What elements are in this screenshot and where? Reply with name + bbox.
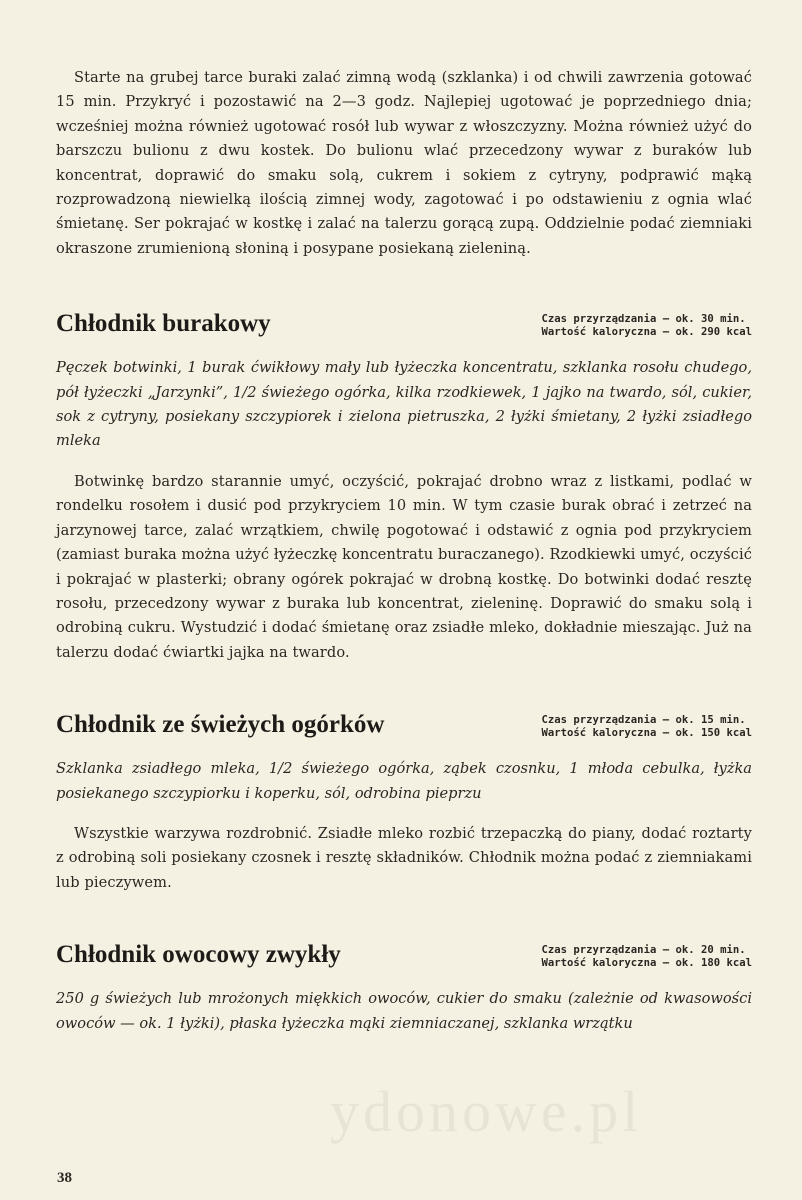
- prep-time: Czas przyrządzania — ok. 15 min.: [541, 714, 746, 727]
- page-number: 38: [57, 1170, 72, 1186]
- ingredients-list: Pęczek botwinki, 1 burak ćwikłowy mały lub łyżeczka koncentratu, szklanka rosołu chudego, pół łyżeczki „Jarzynki”, 1/2 świeżego ogórka, kilka rzodkiewek, 1 jajko na twardo, sól, cukier, sok z cytryny, posiekany szczypiorek i zielona pietruszka, 2 łyżki śmietany, 2 łyżki zsiadłego mleka: [56, 359, 752, 450]
- recipe-chlodnik-owocowy: [56, 941, 752, 1036]
- prep-time: Czas przyrządzania — ok. 30 min.: [541, 313, 746, 326]
- ingredients-list: Szklanka zsiadłego mleka, 1/2 świeżego ogórka, ząbek czosnku, 1 młoda cebulka, łyżka posiekanego szczypiorku i koperku, sól, odrobina pieprzu: [56, 760, 752, 802]
- recipe-title: Chłodnik burakowy: [56, 310, 271, 338]
- ingredients-list: 250 g świeżych lub mrożonych miękkich owoców, cukier do smaku (zależnie od kwasowości owoców — ok. 1 łyżki), płaska łyżeczka mąki ziemniaczanej, szklanka wrzątku: [56, 990, 752, 1032]
- recipe-chlodnik-burakowy: [56, 310, 752, 665]
- recipe-chlodnik-ogorkowy: [56, 711, 752, 895]
- cookbook-page: [56, 66, 752, 1036]
- recipe-title: Chłodnik ze świeżych ogórków: [56, 711, 385, 739]
- recipe-meta: [542, 313, 752, 338]
- calorie-value: Wartość kaloryczna — ok. 290 kcal: [541, 325, 752, 338]
- calorie-value: Wartość kaloryczna — ok. 150 kcal: [541, 726, 752, 739]
- recipe-title: Chłodnik owocowy zwykły: [56, 941, 341, 969]
- prep-time: Czas przyrządzania — ok. 20 min.: [541, 944, 746, 957]
- calorie-value: Wartość kaloryczna — ok. 180 kcal: [541, 956, 752, 969]
- method-paragraph: Wszystkie warzywa rozdrobnić. Zsiadłe mleko rozbić trzepaczką do piany, dodać roztarty z odrobiną soli posiekany czosnek i resztę składników. Chłodnik można podać z ziemniakami lub pieczywem.: [56, 824, 752, 891]
- recipe-meta: [542, 944, 752, 969]
- recipe-meta: [542, 714, 752, 739]
- watermark: ydonowe.pl: [330, 1079, 643, 1144]
- method-paragraph: Botwinkę bardzo starannie umyć, oczyścić, pokrajać drobno wraz z listkami, podlać w rondelku rosołem i dusić pod przykryciem 10 min. W tym czasie burak obrać i zetrzeć na jarzynowej tarce, zalać wrzątkiem, chwilę pogotować i odstawić z ognia pod przykryciem (zamiast buraka można użyć łyżeczkę koncentratu buraczanego). Rzodkiewki umyć, oczyścić i pokrajać w plasterki; obrany ogórek pokrajać w drobną kostkę. Do botwinki dodać resztę rosołu, przecedzony wywar z buraka lub koncentrat, zieleninę. Doprawić do smaku solą i odrobiną cukru. Wystudzić i dodać śmietanę oraz zsiadłe mleko, dokładnie mieszając. Już na talerzu dodać ćwiartki jajka na twardo.: [56, 472, 752, 661]
- intro-paragraph: Starte na grubej tarce buraki zalać zimną wodą (szklanka) i od chwili zawrzenia gotować 15 min. Przykryć i pozostawić na 2—3 godz. Najlepiej ugotować je poprzedniego dnia; wcześniej można również ugotować rosół lub wywar z włoszczyzny. Można również użyć do barszczu bulionu z dwu kostek. Do bulionu wlać przecedzony wywar z buraków lub koncentrat, doprawić do smaku solą, cukrem i sokiem z cytryny, podprawić mąką rozprowadzoną niewielką ilością zimnej wody, zagotować i po odstawieniu z ognia wlać śmietanę. Ser pokrajać w kostkę i zalać na talerzu gorącą zupą. Oddzielnie podać ziemniaki okraszone zrumienioną słoniną i posypane posiekaną zieleniną.: [56, 69, 752, 257]
